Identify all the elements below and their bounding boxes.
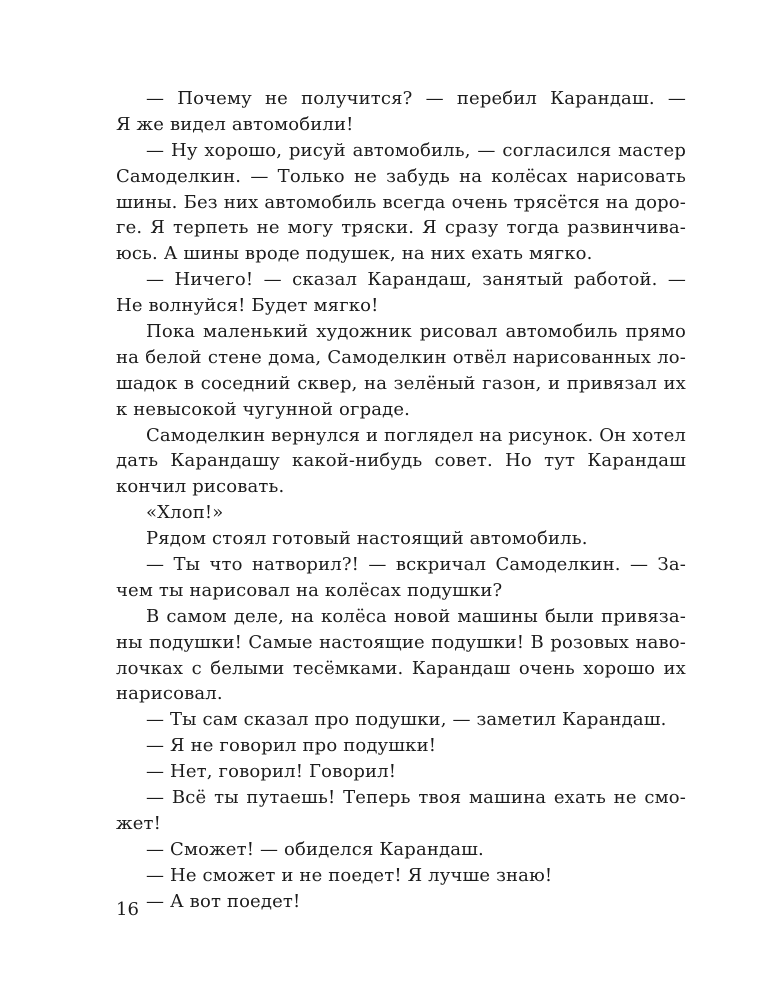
page-text-block: [116, 86, 686, 915]
text-line: чем ты нарисовал на колёсах подушки?: [116, 579, 503, 601]
text-line: Пока маленький художник рисовал автомобиль прямо: [146, 321, 686, 343]
text-line: — А вот поедет!: [146, 890, 301, 912]
text-line: ны подушки! Самые настоящие подушки! В розовых наво-: [116, 631, 686, 653]
text-line: — Ну хорошо, рисуй автомобиль, — согласился мастер: [146, 139, 686, 161]
text-line: ге. Я терпеть не могу тряски. Я сразу тогда развинчива-: [116, 217, 686, 239]
text-line: лочках с белыми тесёмками. Карандаш очень хорошо их: [116, 657, 686, 679]
text-line: — Почему не получится? — перебил Карандаш. —: [146, 88, 686, 109]
text-line: В самом деле, на колёса новой машины были привяза-: [146, 605, 686, 627]
text-line: жет!: [116, 812, 162, 834]
text-line: — Нет, говорил! Говорил!: [146, 761, 397, 783]
text-line: — Всё ты путаешь! Теперь твоя машина ехать не смо-: [146, 787, 686, 809]
text-line: дать Карандашу какой-нибудь совет. Но тут Карандаш: [116, 450, 686, 472]
text-line: — Ты что натворил?! — вскричал Самоделкин. — За-: [146, 554, 686, 576]
text-line: Самоделкин. — Только не забудь на колёсах нарисовать: [116, 165, 686, 187]
text-line: — Я не говорил про подушки!: [146, 735, 437, 757]
text-line: Самоделкин вернулся и поглядел на рисунок. Он хотел: [146, 424, 686, 446]
text-line: к невысокой чугунной ограде.: [116, 398, 411, 420]
text-line: Рядом стоял готовый настоящий автомобиль.: [146, 528, 588, 550]
text-line: — Сможет! — обиделся Карандаш.: [146, 838, 484, 860]
text-line: на белой стене дома, Самоделкин отвёл нарисованных ло-: [116, 346, 686, 368]
text-line: шадок в соседний сквер, на зелёный газон, и привязал их: [116, 372, 686, 394]
page-number: 16: [116, 899, 139, 920]
text-line: — Не сможет и не поедет! Я лучше знаю!: [146, 864, 553, 886]
text-line: кончил рисовать.: [116, 476, 285, 498]
text-line: Я же видел автомобили!: [116, 113, 354, 135]
text-line: шины. Без них автомобиль всегда очень трясётся на доро-: [116, 191, 686, 213]
text-line: Не волнуйся! Будет мягко!: [116, 295, 379, 317]
text-line: юсь. А шины вроде подушек, на них ехать мягко.: [116, 243, 593, 265]
text-line: нарисовал.: [116, 683, 223, 705]
text-line: — Ты сам сказал про подушки, — заметил Карандаш.: [146, 709, 667, 731]
text-line: «Хлоп!»: [146, 502, 224, 524]
text-line: — Ничего! — сказал Карандаш, занятый работой. —: [146, 269, 686, 291]
